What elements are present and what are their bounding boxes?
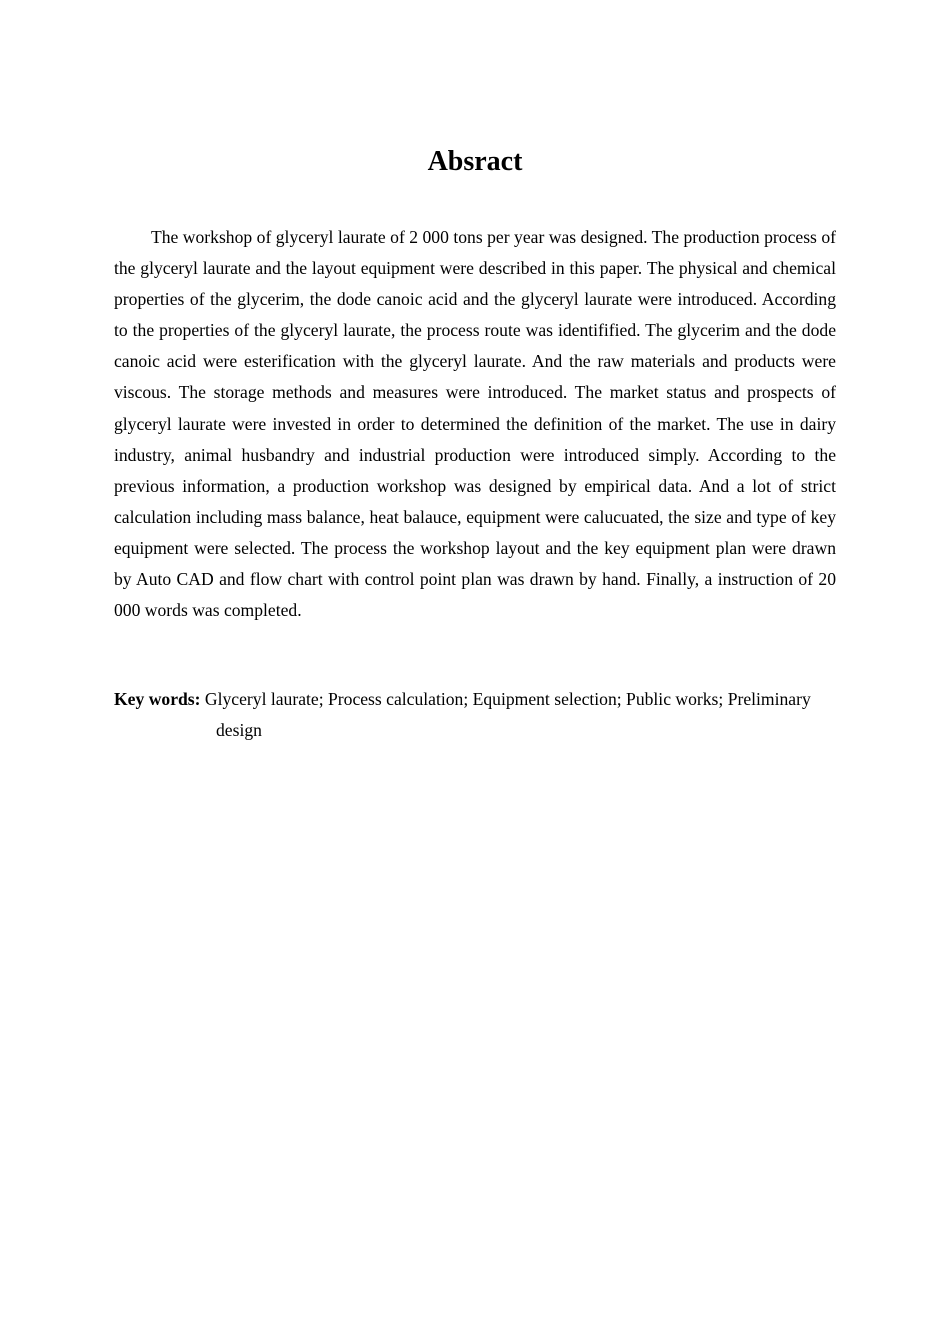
keywords-label: Key words: <box>114 689 201 709</box>
page-title: Absract <box>427 146 523 177</box>
keywords-text: Glyceryl laurate; Process calculation; Equipment selection; Public works; Preliminary design <box>204 689 811 741</box>
abstract-paragraph: The workshop of glyceryl laurate of 2 000 tons per year was designed. The production process of the glyceryl laurate and the layout equipment were described in this paper. The physical and chemical properties of the glycerim, the dode canoic acid and the glyceryl laurate were introduced. According to the properties of the glyceryl laurate, the process route was identifified. The glycerim and the dode canoic acid were esterification with the glyceryl laurate. And the raw materials and products were viscous. The storage methods and measures were introduced. The market status and prospects of glyceryl laurate were invested in order to determined the definition of the market. The use in dairy industry, animal husbandry and industrial production were introduced simply. According to the previous information, a production workshop was designed by empirical data. And a lot of strict calculation including mass balance, heat balauce, equipment were calucuated, the size and type of key equipment were selected. The process the workshop layout and the key equipment plan were drawn by Auto CAD and flow chart with control point plan was drawn by hand. Finally, a instruction of 20 000 words was completed. <box>114 227 836 621</box>
keywords-line <box>114 684 836 746</box>
